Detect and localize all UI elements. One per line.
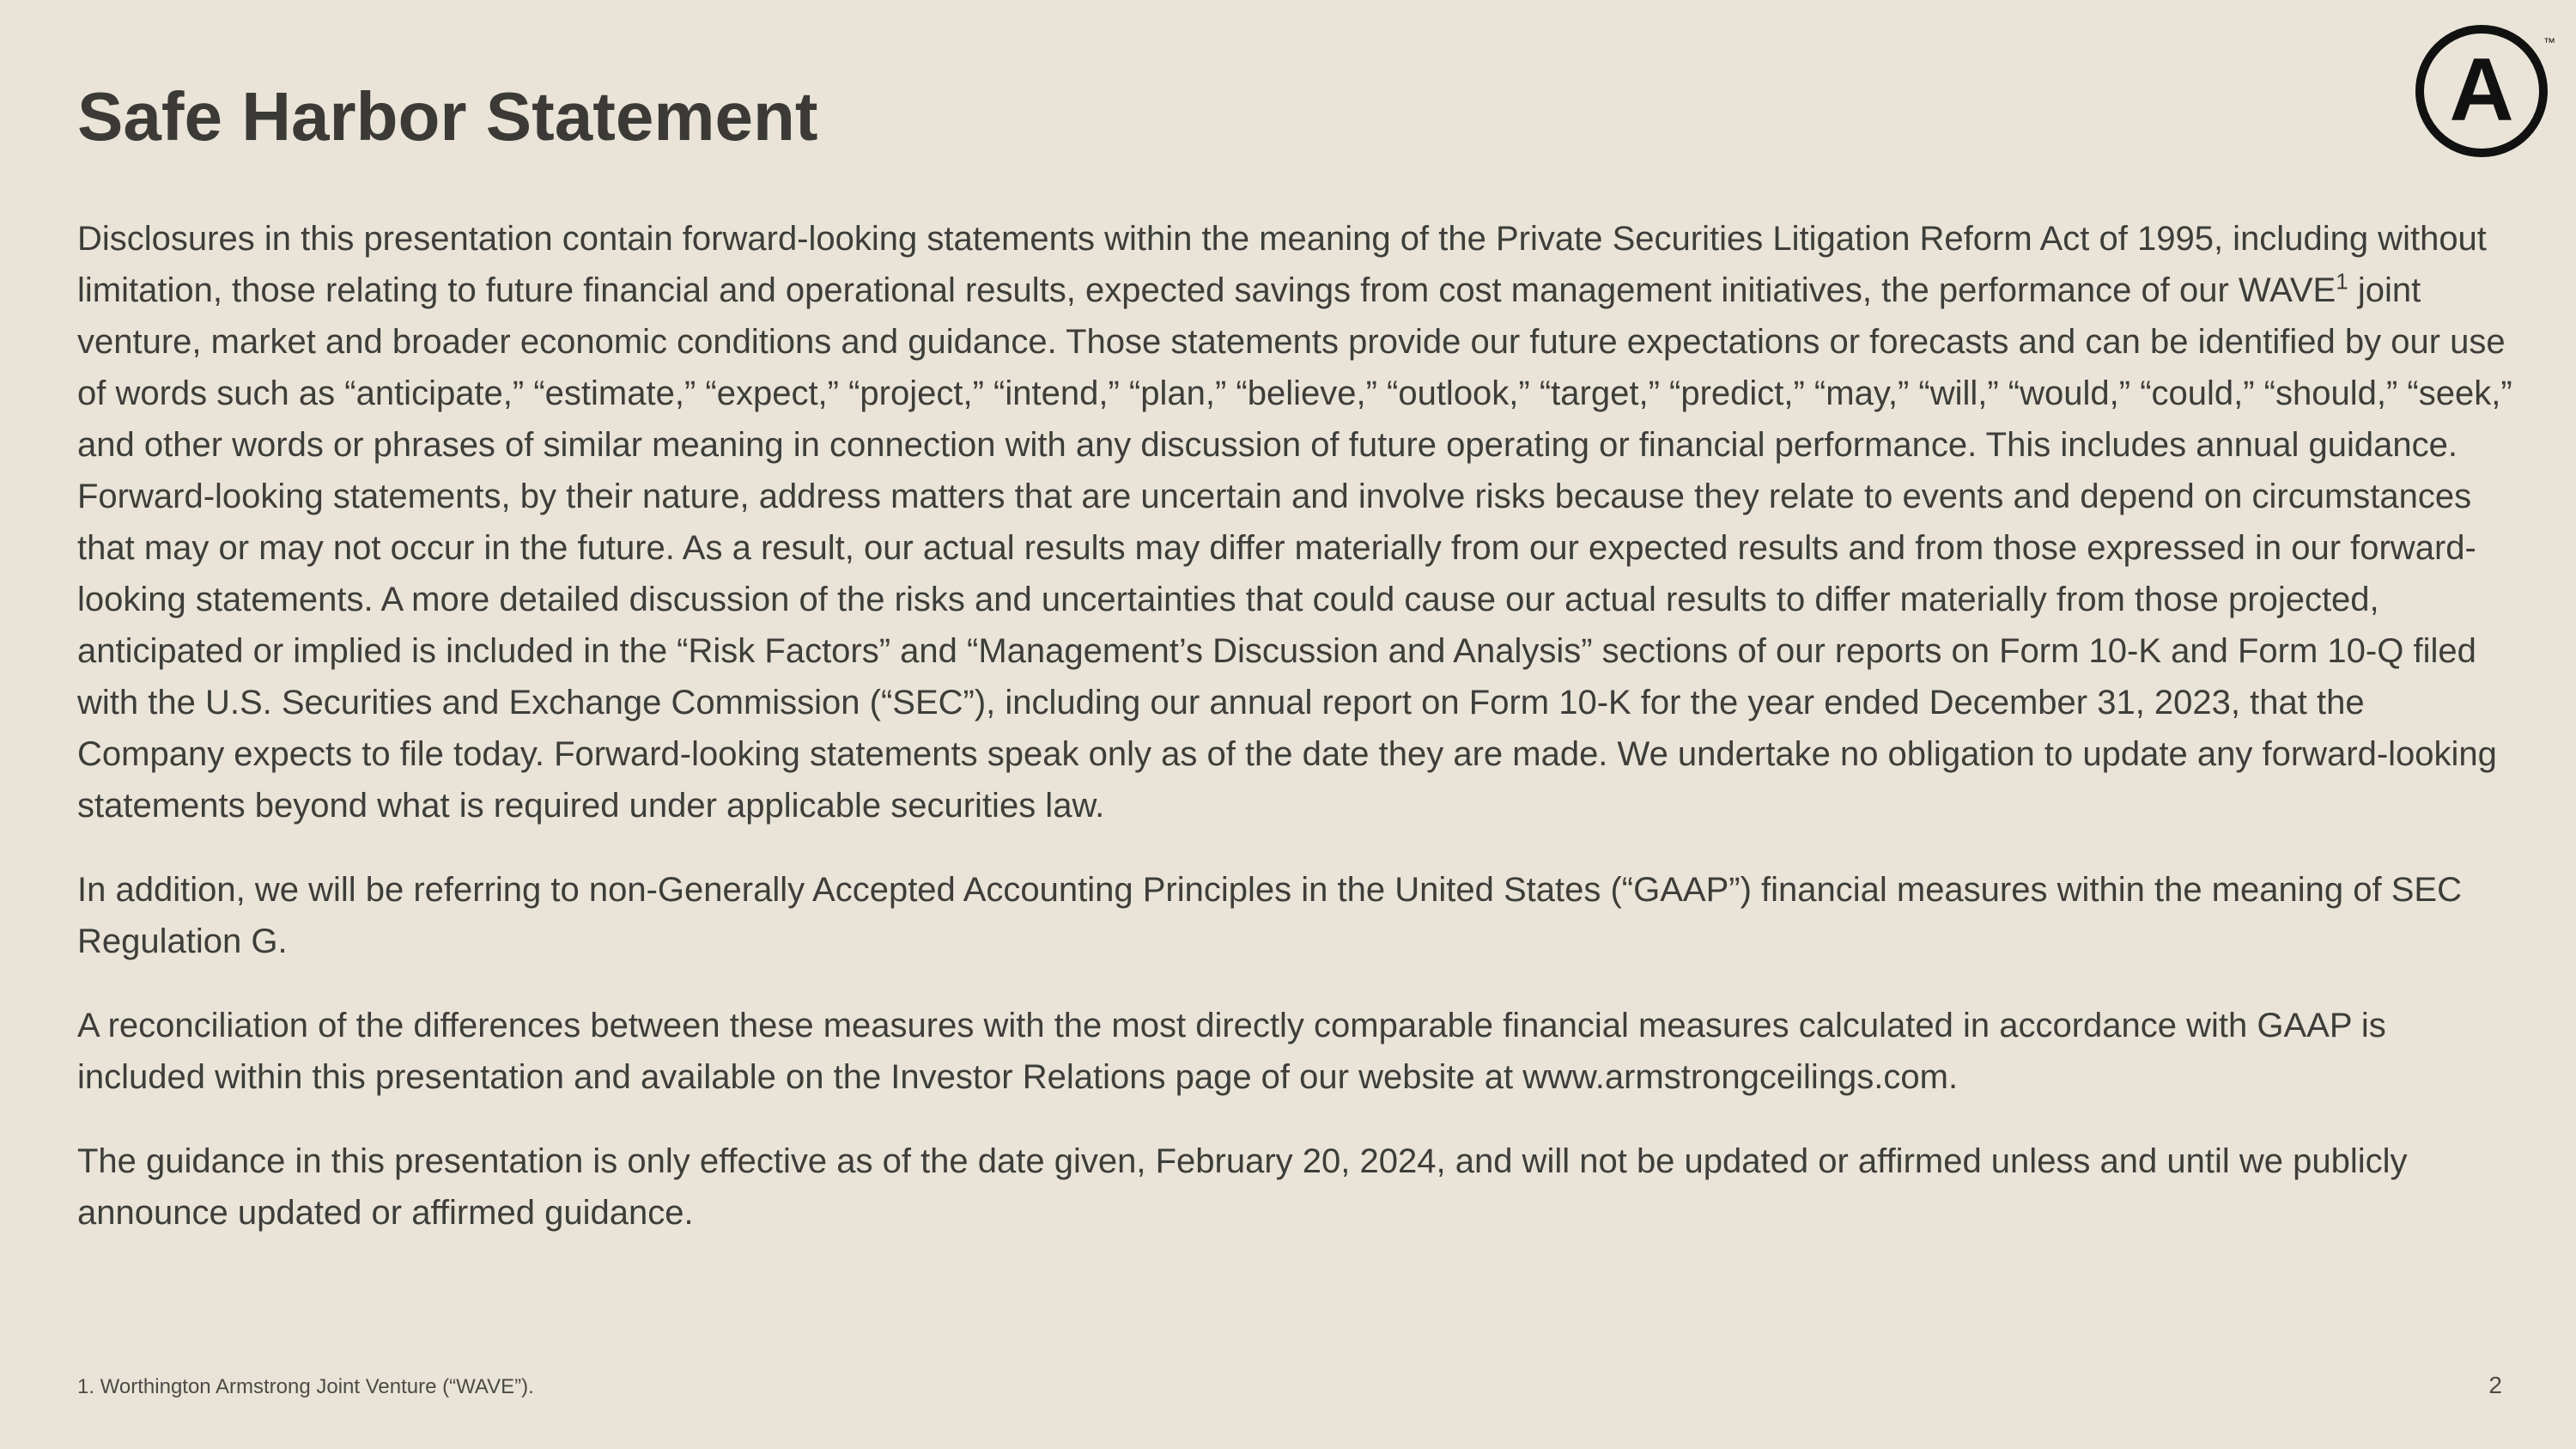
logo-letter: A — [2449, 40, 2514, 140]
logo-trademark: ™ — [2543, 35, 2555, 49]
footnote: 1. Worthington Armstrong Joint Venture (“WAVE”). — [77, 1375, 534, 1398]
body-content — [77, 213, 2516, 1271]
footnote-reference: 1 — [2336, 268, 2348, 295]
guidance-paragraph: The guidance in this presentation is only effective as of the date given, February 20, 2024, and will not be updated or affirmed unless and until we publicly announce updated or affirmed guidance. — [77, 1142, 2408, 1232]
paragraph-text-part-2: joint venture, market and broader economic conditions and guidance. Those statements provide our future expectations or forecasts and can be identified by our use of words such as “anticipate,” “estimate,” “expect,” “project,” “intend,” “plan,” “believe,” “outlook,” “target,” “predict,” “may,” “will,” “would,” “could,” “should,” “seek,” and other words or phrases of similar meaning in connection with any discussion of future operating or financial performance. This includes annual guidance. Forward-looking statements, by their nature, address matters that are uncertain and involve risks because they relate to events and depend on circumstances that may or may not occur in the future. As a result, our actual results may differ materially from our expected results and from those expressed in our forward-looking statements. A more detailed discussion of the risks and uncertainties that could cause our actual results to differ materially from those projected, anticipated or implied is included in the “Risk Factors” and “Management’s Discussion and Analysis” sections of our reports on Form 10-K and Form 10-Q filed with the U.S. Securities and Exchange Commission (“SEC”), including our annual report on Form 10-K for the year ended December 31, 2023, that the Company expects to file today. Forward-looking statements speak only as of the date they are made. We undertake no obligation to update any forward-looking statements beyond what is required under applicable securities law. — [77, 271, 2512, 825]
forward-looking-paragraph — [77, 213, 2516, 831]
paragraph-text-part-1: Disclosures in this presentation contain forward-looking statements within the meaning of the Private Securities Litigation Reform Act of 1995, including without limitation, those relating to future financial and operational results, expected savings from cost management initiatives, the performance of our WAVE — [77, 220, 2487, 309]
page-number: 2 — [2488, 1372, 2502, 1398]
armstrong-logo-icon — [2415, 21, 2555, 161]
non-gaap-paragraph: In addition, we will be referring to non-Generally Accepted Accounting Principles in the United States (“GAAP”) financial measures within the meaning of SEC Regulation G. — [77, 871, 2462, 960]
page-title: Safe Harbor Statement — [77, 78, 818, 155]
reconciliation-paragraph: A reconciliation of the differences between these measures with the most directly comparable financial measures calculated in accordance with GAAP is included within this presentation and available on the Investor Relations page of our website at www.armstrongceilings.com. — [77, 1007, 2386, 1096]
